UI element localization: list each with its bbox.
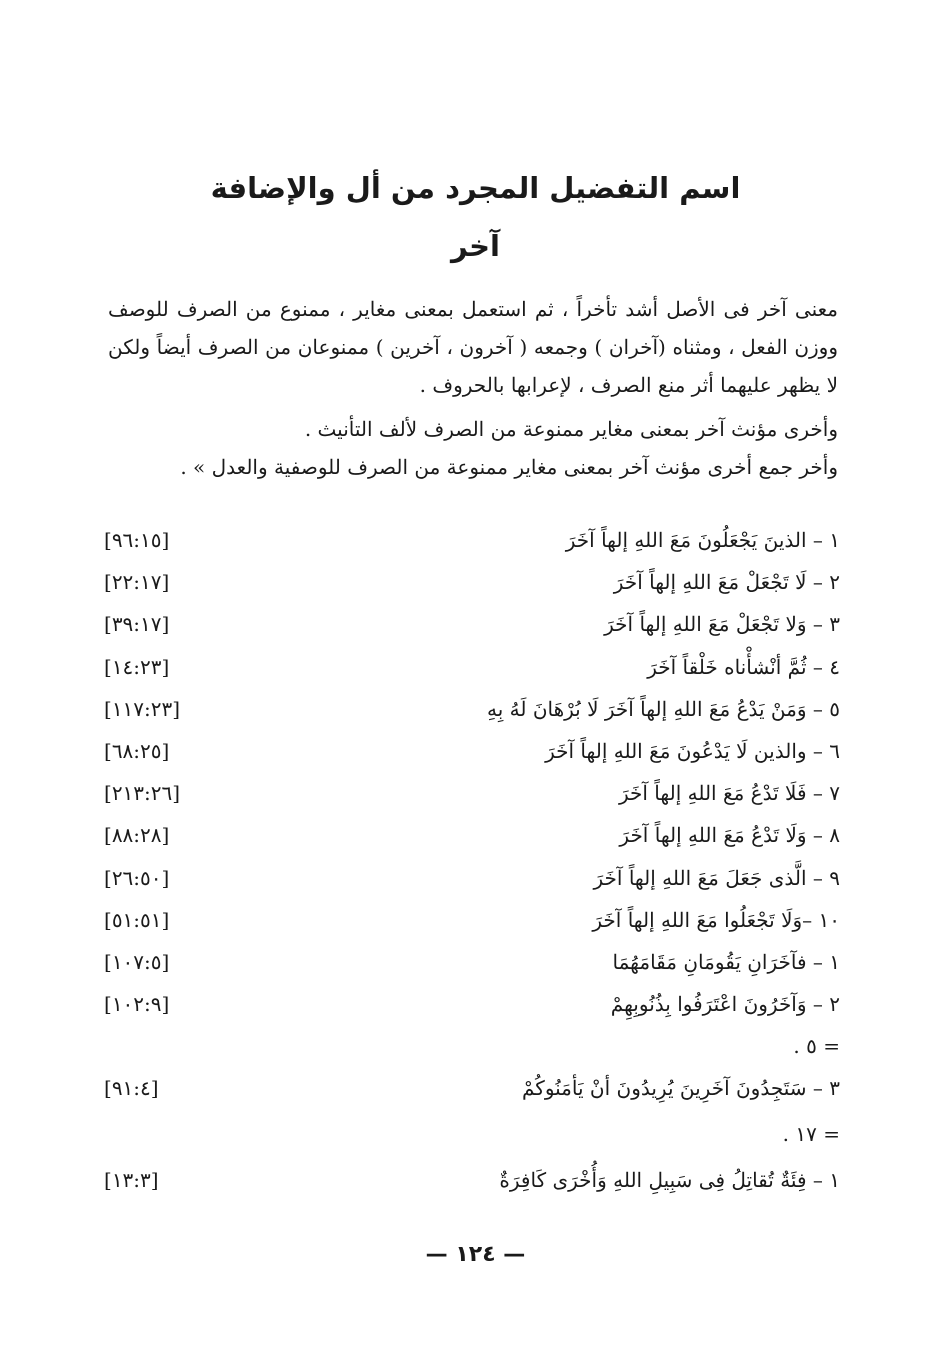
verse-text: ٥ – وَمَنْ يَدْعُ مَعَ اللهِ إلهاً آخَرَ لَا بُرْهَانَ لَهُ بِهِ (487, 696, 840, 721)
verse-text: ١٠ –وَلَا تَجْعَلُوا مَعَ اللهِ إلهاً آخَرَ (592, 907, 840, 932)
verse-text: ٣ – سَتَجِدُونَ آخَرِينَ يُرِيدُونَ أنْ يَأمَنُوكُمْ (521, 1076, 840, 1101)
verse-reference: [١٣:٣] (104, 1168, 159, 1193)
verse-text: ٤ – ثُمَّ أنْشأْناه خَلْقاً آخَرَ (647, 654, 840, 679)
verse-text: ٢ – لَا تَجْعَلْ مَعَ اللهِ إلهاً آخَرَ (613, 570, 840, 595)
verse-row (100, 608, 840, 650)
intro-paragraph: وأخر جمع أخرى مؤنث آخر بمعنى مغاير ممنوعة من الصرف للوصفية والعدل » . (180, 455, 838, 479)
verse-row (100, 1164, 840, 1210)
intro-paragraph: معنى آخر فى الأصل أشد تأخراً ، ثم استعمل بمعنى مغاير ، ممنوع من الصرف للوصف ووزن الفعل ، ومثناه (آخران ) وجمعه ( آخرون ، آخرين ) ممنوعان من الصرف أيضاً ولكن لا يظهر عليهما أثر منع الصرف ، لإعرابها بالحروف . (108, 297, 838, 397)
verse-row (100, 1118, 840, 1164)
verse-reference: [٦٨:٢٥] (104, 738, 170, 763)
verse-row (100, 904, 840, 946)
verse-reference: [١٠٢:٩] (104, 992, 170, 1017)
verse-reference: [٢٢:١٧] (104, 570, 170, 595)
page-number: — ١٢٤ — (425, 1242, 526, 1267)
verse-row (100, 524, 840, 566)
verse-reference: [٩٦:١٥] (104, 528, 170, 552)
entry-heading: آخر (451, 229, 500, 263)
verse-text: ٨ – وَلَا تَدْعُ مَعَ اللهِ إلهاً آخَرَ (619, 823, 840, 848)
verse-text: ٣ – وَلا تَجْعَلْ مَعَ اللهِ إلهاً آخَرَ (604, 612, 840, 637)
section-title: اسم التفضيل المجرد من أل والإضافة (210, 171, 741, 205)
verse-row (100, 988, 840, 1030)
verse-row (100, 1030, 840, 1072)
verse-text: = ٥ . (793, 1034, 840, 1059)
verse-text: ١ – الذينَ يَجْعَلُونَ مَعَ اللهِ إلهاً آخَرَ (565, 528, 840, 552)
verse-text: ٧ – فَلَا تَدْعُ مَعَ اللهِ إلهاً آخَرَ (618, 781, 840, 806)
verse-text: ١ – فآخَرَانِ يَقُومَانِ مَقَامَهُمَا (612, 949, 840, 974)
intro-paragraphs (108, 290, 838, 486)
verse-text: ٢ – وَآخَرُونَ اعْتَرَفُوا بِذُنُوبِهِمْ (610, 992, 840, 1017)
verse-reference: [٢١٣:٢٦] (104, 781, 181, 806)
verse-row (100, 819, 840, 861)
verse-row (100, 566, 840, 608)
verse-list (100, 524, 840, 1210)
verse-reference: [٢٦:٥٠] (104, 865, 170, 890)
verse-row (100, 862, 840, 904)
verse-text: ١ – فِئَةٌ تُقاتِلُ فِى سَبِيلِ اللهِ وَأُخْرَى كَافِرَةٌ (499, 1168, 840, 1193)
verse-text: ٩ – الَّذى جَعَلَ مَعَ اللهِ إلهاً آخَرَ (593, 865, 840, 890)
verse-reference: [٥١:٥١] (104, 907, 170, 932)
verse-text: ٦ – والذين لَا يَدْعُونَ مَعَ اللهِ إلهاً آخَرَ (545, 738, 840, 763)
verse-text: = ١٧ . (782, 1122, 840, 1147)
verse-row (100, 777, 840, 819)
verse-row (100, 651, 840, 693)
verse-reference: [١١٧:٢٣] (104, 696, 181, 721)
verse-reference: [١٤:٢٣] (104, 654, 170, 679)
intro-paragraph: وأخرى مؤنث آخر بمعنى مغاير ممنوعة من الصرف لألف التأنيث . (304, 417, 838, 441)
verse-reference: [٣٩:١٧] (104, 612, 170, 637)
verse-reference: [٩١:٤] (104, 1076, 159, 1101)
verse-row (100, 1072, 840, 1118)
verse-row (100, 735, 840, 777)
verse-row (100, 693, 840, 735)
verse-row (100, 946, 840, 988)
verse-reference: [١٠٧:٥] (104, 949, 170, 974)
verse-reference: [٨٨:٢٨] (104, 823, 170, 848)
